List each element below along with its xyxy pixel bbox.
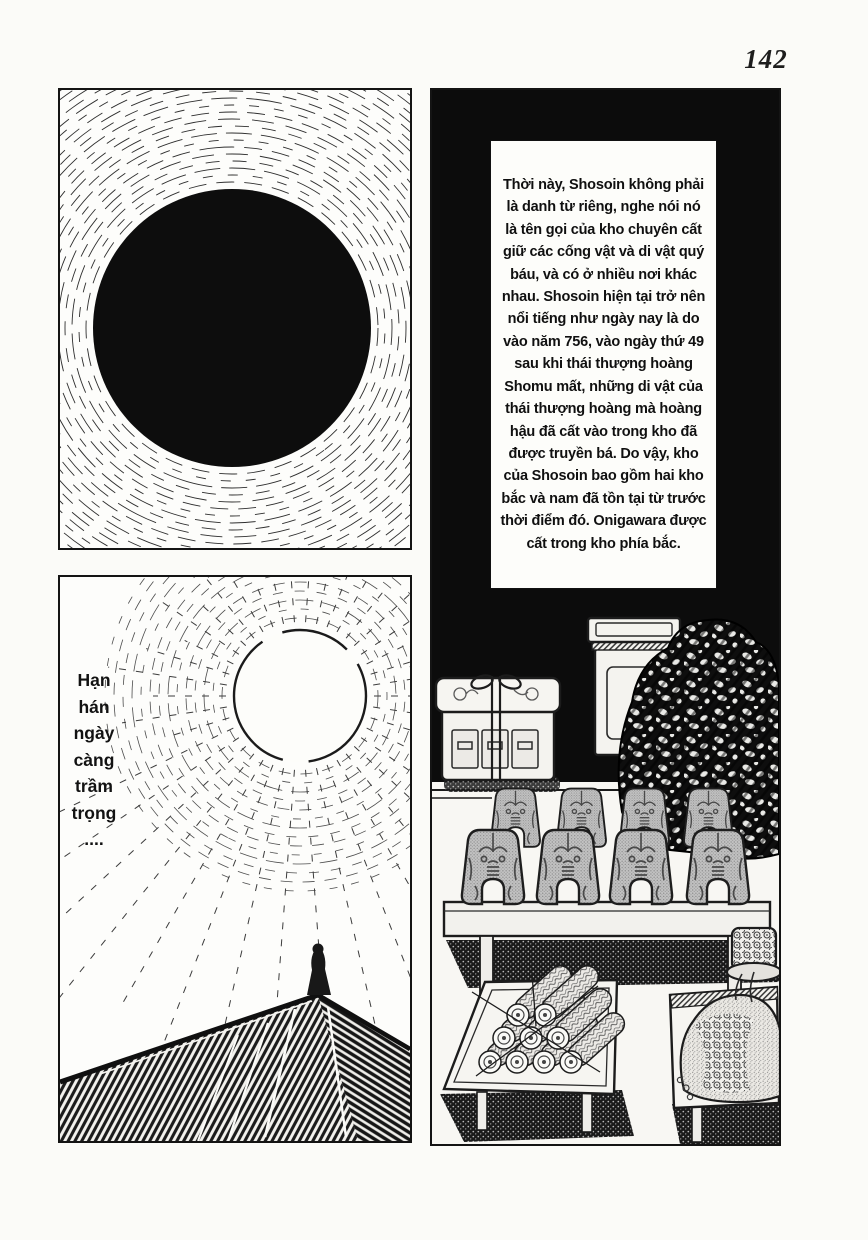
caption-line: .... (84, 829, 104, 849)
caption-line: trầm (75, 776, 113, 796)
narration-box (490, 140, 717, 589)
caption-line: hán (78, 696, 110, 717)
panel-storehouse (430, 88, 781, 1146)
caption-line: ngày (73, 723, 115, 743)
narration-text: Thời này, Shosoin không phải là danh từ riêng, nghe nói nó là tên gọi của kho chuyên cất giữ các cống vật và di vật quý báu, và có ở nhiều nơi khác nhau. Shosoin hiện tại trở nên nổi tiếng như ngày nay là do vào năm 756, vào ngày thứ 49 sau khi thái thượng hoàng Shomu mất, những di vật của thái thượng hoàng mà hoàng hậu đã cất vào trong kho đã được truyền bá. Do vậy, kho của Shosoin bao gồm hai kho bắc và nam đã tồn tại từ trước thời điểm đó. Onigawara được cất trong kho phía bắc. (500, 177, 707, 552)
white-sun-disc (234, 630, 366, 762)
sun-roof-illustration (60, 577, 410, 1141)
dark-sun-illustration (60, 90, 410, 548)
panel-sun-over-roof (58, 575, 412, 1143)
caption-line: trọng (71, 802, 117, 823)
bench (444, 902, 770, 936)
tied-box (436, 673, 560, 792)
tiled-roof (60, 944, 410, 1142)
caption (62, 667, 126, 853)
caption-line: càng (73, 749, 115, 770)
black-sun-disc (93, 189, 371, 467)
panel-dark-sun (58, 88, 412, 550)
page-number: 142 (744, 44, 788, 74)
caption-line: Hạn (77, 670, 111, 690)
